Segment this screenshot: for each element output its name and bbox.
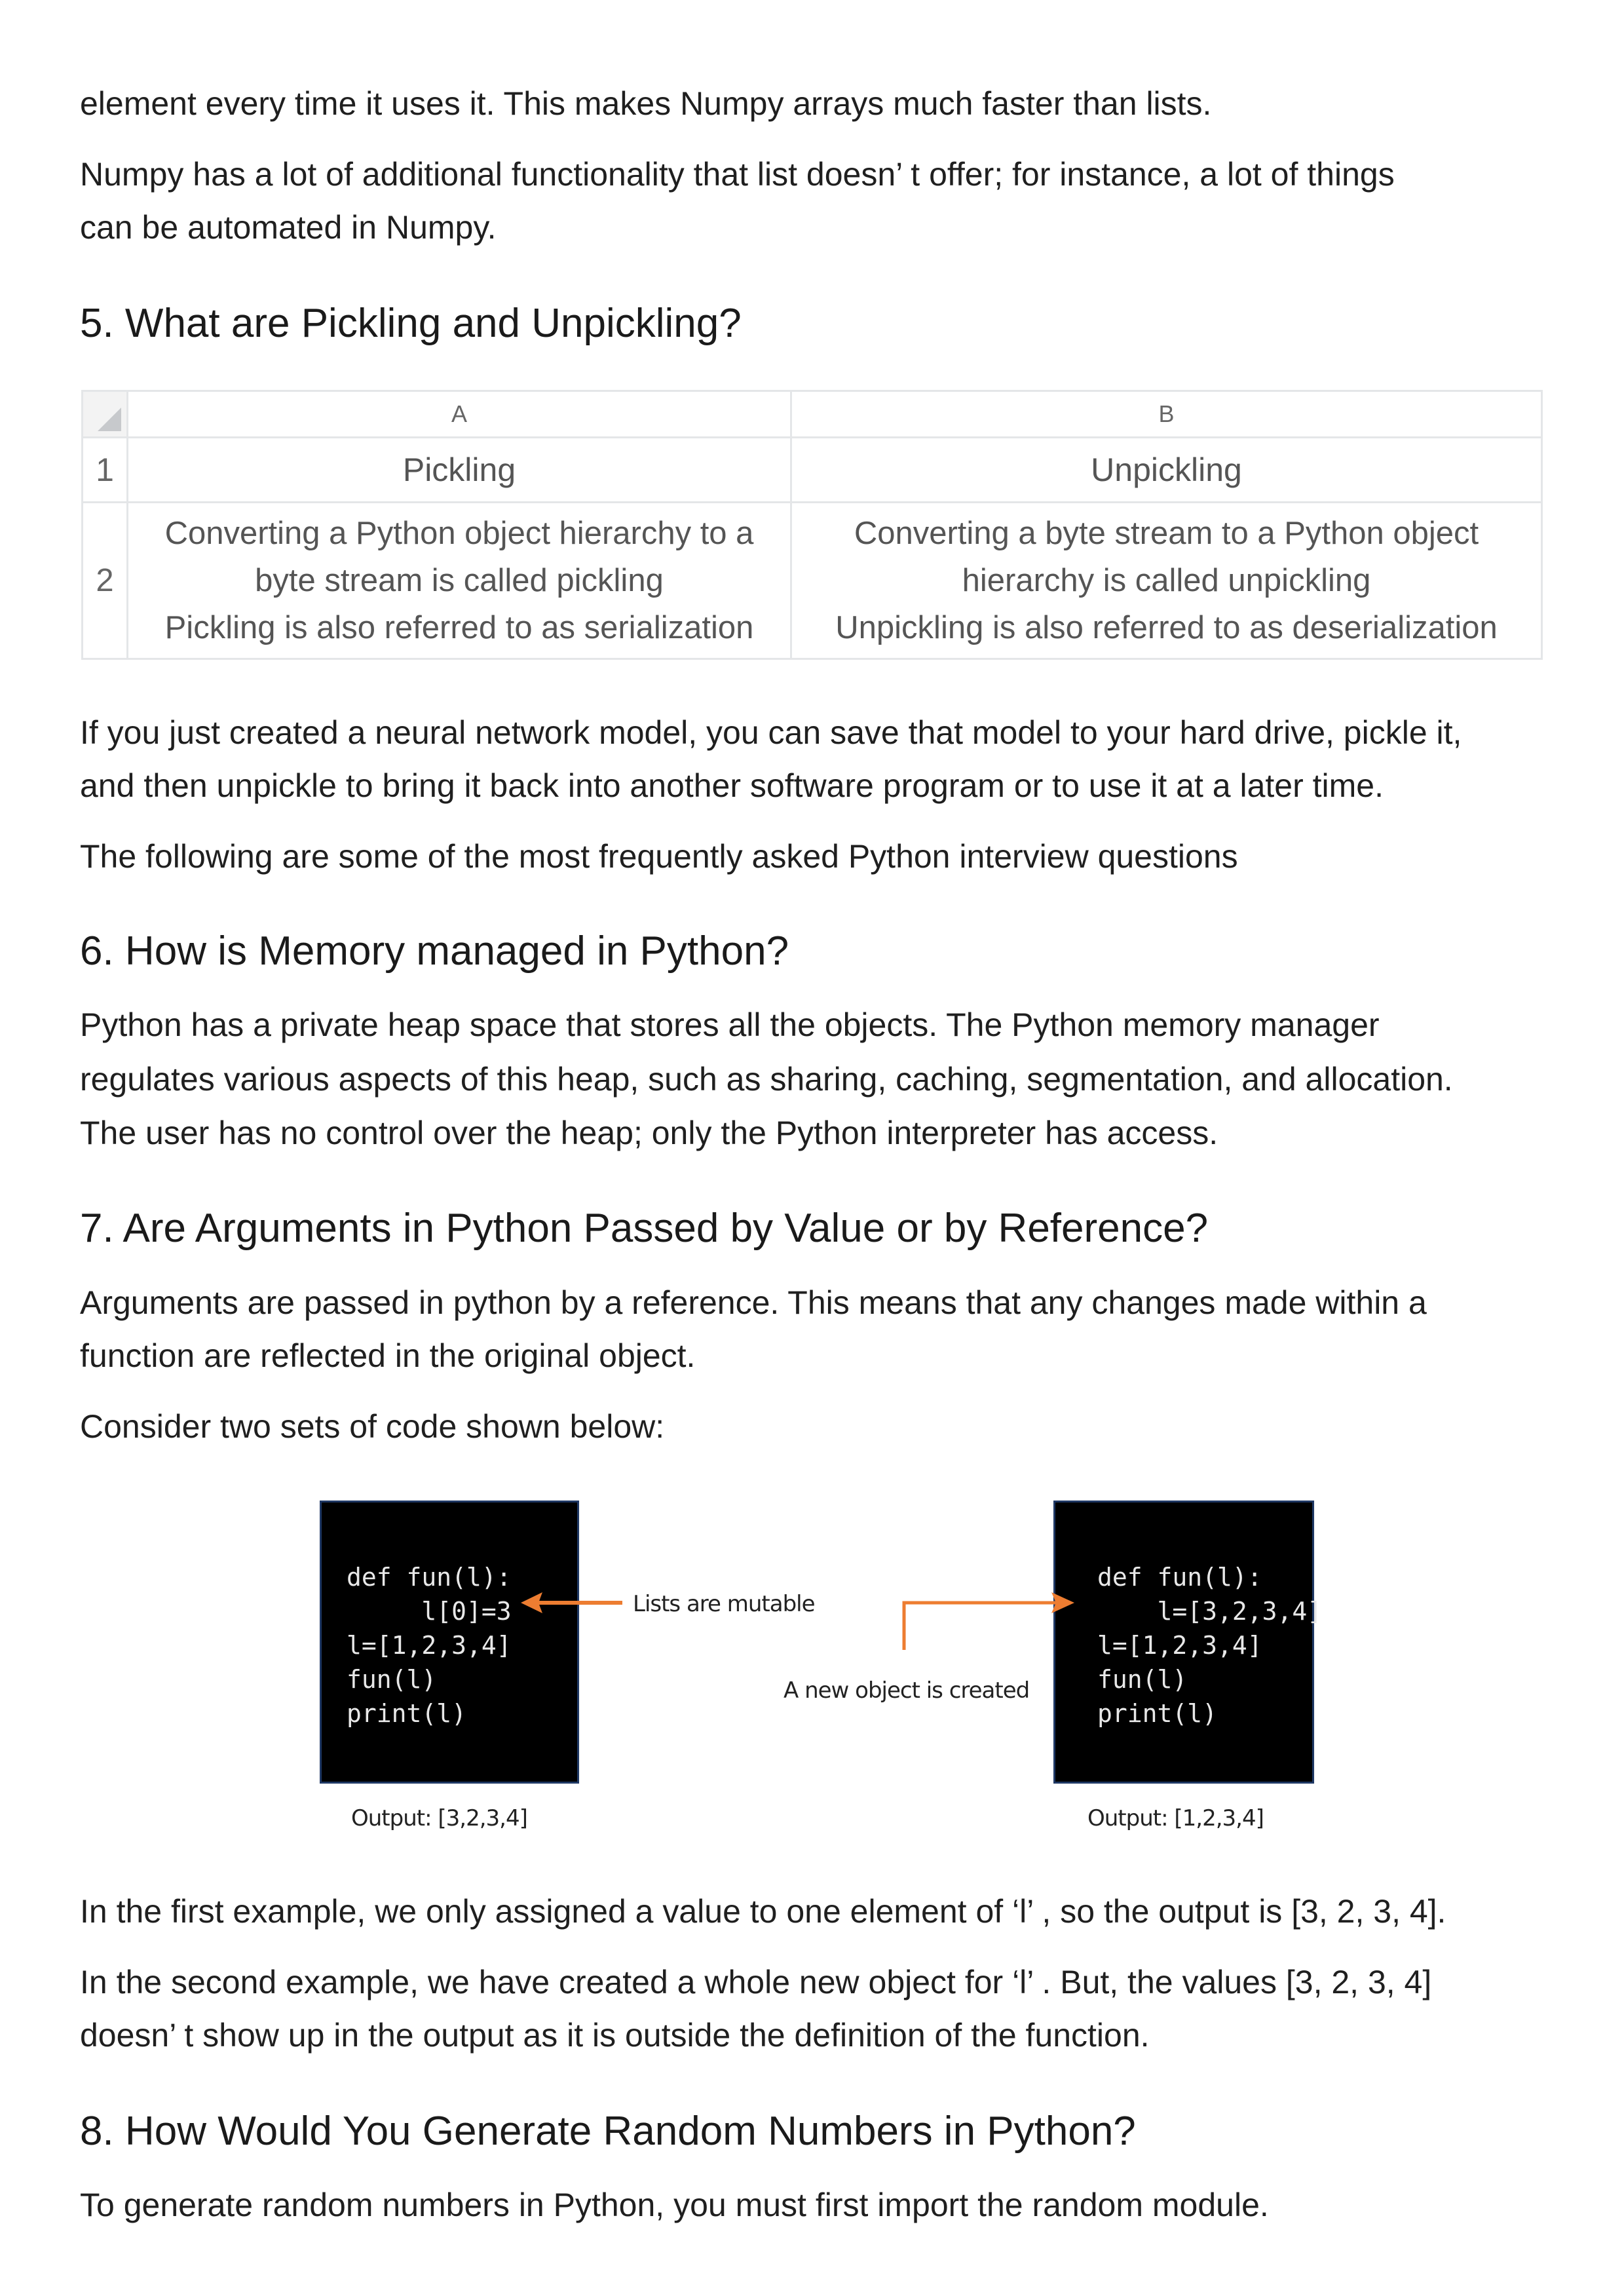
section-heading-5: 5. What are Pickling and Unpickling? — [80, 301, 742, 346]
paragraph-line: In the first example, we only assigned a value to one element of ‘l’ , so the output is [3, 2, 3, 4]. — [80, 1893, 1446, 1930]
paragraph-line: Numpy has a lot of additional functionality that list doesn’ t offer; for instance, a lot of things — [80, 156, 1395, 193]
section-heading-8: 8. How Would You Generate Random Numbers in Python? — [80, 2109, 1136, 2154]
column-header-b: B — [791, 391, 1542, 438]
paragraph-line: To generate random numbers in Python, you must first import the random module. — [80, 2187, 1269, 2223]
cell-line: Pickling is also referred to as serialization — [164, 610, 754, 645]
cell-line: hierarchy is called unpickling — [962, 563, 1371, 598]
column-header-a: A — [128, 391, 791, 438]
cell-line: byte stream is called pickling — [255, 563, 664, 598]
paragraph-line: can be automated in Numpy. — [80, 209, 497, 246]
arrow-new-object-line — [904, 1603, 1058, 1650]
section-heading-6: 6. How is Memory managed in Python? — [80, 928, 789, 974]
cell-line: Converting a Python object hierarchy to a — [164, 516, 754, 551]
paragraph-line: Arguments are passed in python by a reference. This means that any changes made within a — [80, 1284, 1427, 1321]
paragraph-line: element every time it uses it. This makes Numpy arrays much faster than lists. — [80, 85, 1212, 122]
section-heading-7: 7. Are Arguments in Python Passed by Value or by Reference? — [80, 1206, 1209, 1251]
label-lists-mutable: Lists are mutable — [633, 1591, 815, 1617]
paragraph-line: Python has a private heap space that stores all the objects. The Python memory manager — [80, 1006, 1380, 1043]
paragraph-line: regulates various aspects of this heap, such as sharing, caching, segmentation, and allocation. — [80, 1061, 1453, 1098]
paragraph-line: The user has no control over the heap; only the Python interpreter has access. — [80, 1115, 1218, 1151]
paragraph-line: function are reflected in the original object. — [80, 1337, 696, 1374]
output-right: Output: [1,2,3,4] — [1087, 1805, 1264, 1831]
cell-line: Unpickling is also referred to as deserialization — [835, 610, 1498, 645]
cell-pickling: Pickling — [128, 438, 791, 503]
row-number: 2 — [83, 503, 128, 659]
paragraph-line: In the second example, we have created a whole new object for ‘l’ . But, the values [3, 2, 3, 4] — [80, 1964, 1432, 2000]
code-block-right: def fun(l): l=[3,2,3,4] l=[1,2,3,4] fun(l) print(l) — [1053, 1501, 1314, 1784]
paragraph-line: and then unpickle to bring it back into another software program or to use it at a later time. — [80, 767, 1384, 804]
code-block-left: def fun(l): l[0]=3 l=[1,2,3,4] fun(l) print(l) — [320, 1501, 579, 1784]
cell-line: Converting a byte stream to a Python object — [854, 516, 1479, 551]
paragraph-line: Consider two sets of code shown below: — [80, 1408, 665, 1445]
paragraph-line: If you just created a neural network model, you can save that model to your hard drive, pickle it, — [80, 714, 1462, 751]
paragraph-line: The following are some of the most frequently asked Python interview questions — [80, 838, 1238, 875]
output-left: Output: [3,2,3,4] — [351, 1805, 527, 1831]
row-number: 1 — [83, 438, 128, 503]
label-new-object: A new object is created — [784, 1677, 1030, 1704]
paragraph-line: doesn’ t show up in the output as it is outside the definition of the function. — [80, 2017, 1150, 2054]
cell-unpickling: Unpickling — [791, 438, 1542, 503]
